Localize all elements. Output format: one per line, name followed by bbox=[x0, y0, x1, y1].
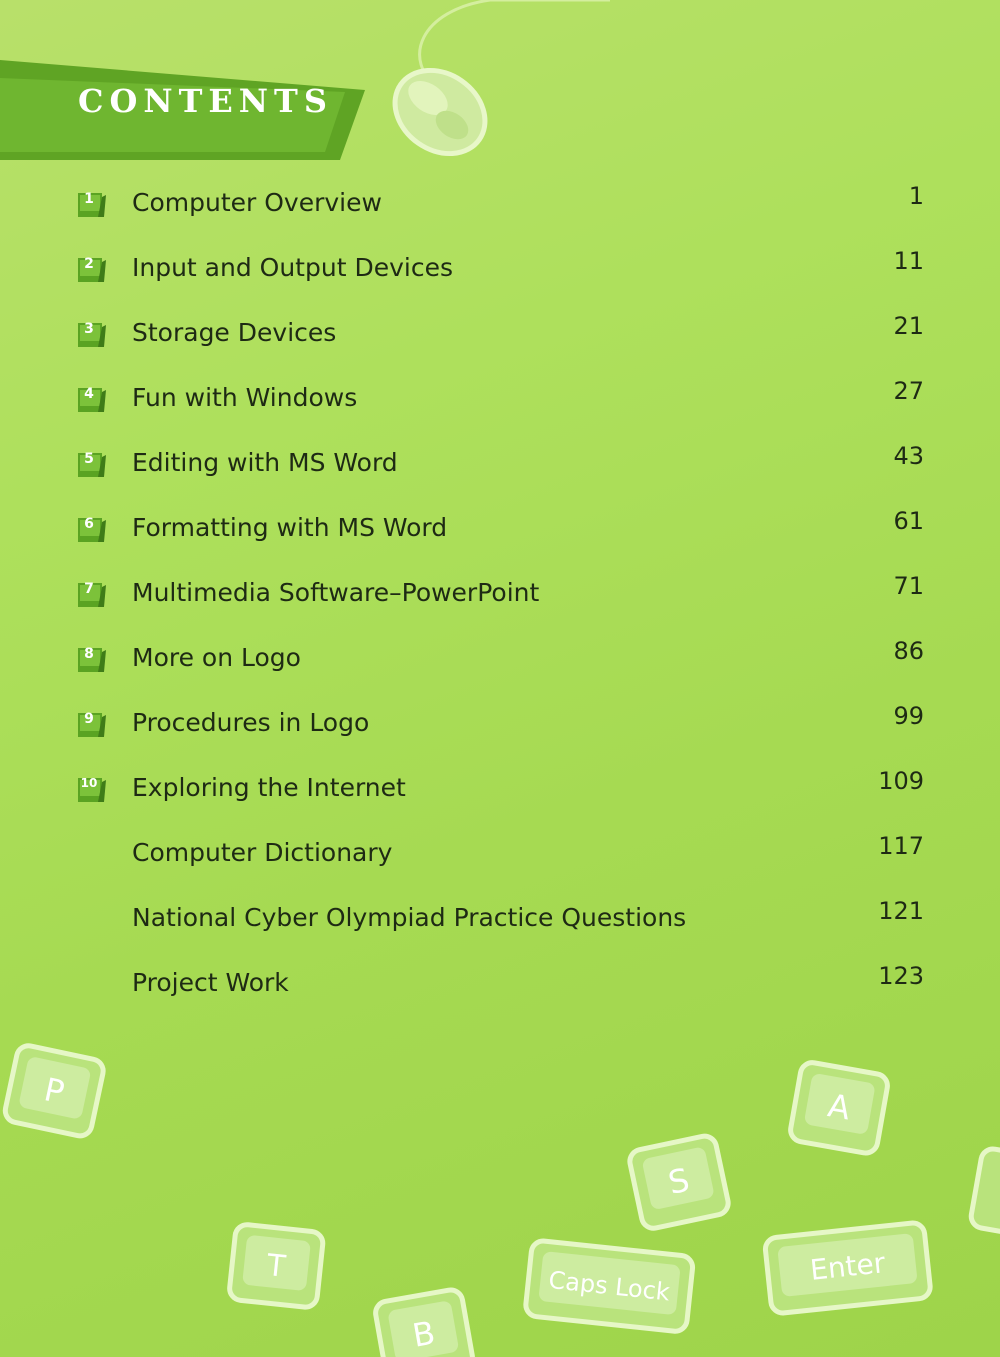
section-title: National Cyber Olympiad Practice Questions bbox=[132, 903, 687, 932]
toc-entry[interactable] bbox=[76, 897, 936, 943]
page-number: 109 bbox=[878, 767, 924, 795]
toc-entry[interactable] bbox=[76, 442, 936, 488]
page-number: 27 bbox=[893, 377, 924, 405]
page-number: 123 bbox=[878, 962, 924, 990]
key-t-label: T bbox=[265, 1248, 288, 1285]
chapter-title: More on Logo bbox=[132, 643, 301, 672]
key-p-icon bbox=[3, 1044, 105, 1139]
key-s-label: S bbox=[664, 1160, 693, 1202]
chapter-title: Formatting with MS Word bbox=[132, 513, 448, 542]
chapter-title: Input and Output Devices bbox=[132, 253, 453, 282]
page-number: 86 bbox=[893, 637, 924, 665]
chapter-title: Multimedia Software–PowerPoint bbox=[132, 578, 540, 607]
chapter-title: Fun with Windows bbox=[132, 383, 358, 412]
key-p-label: P bbox=[40, 1070, 68, 1112]
chapter-number: 3 bbox=[84, 321, 94, 337]
key-b-label: B bbox=[409, 1313, 438, 1355]
page-number: 121 bbox=[878, 897, 924, 925]
chapter-title: Exploring the Internet bbox=[132, 773, 406, 802]
toc-entry[interactable] bbox=[76, 832, 936, 878]
key-a-icon bbox=[789, 1061, 890, 1155]
page-number: 21 bbox=[893, 312, 924, 340]
page-number: 117 bbox=[878, 832, 924, 860]
toc-entry[interactable] bbox=[76, 182, 936, 228]
toc-entry[interactable] bbox=[76, 312, 936, 358]
section-title: Computer Dictionary bbox=[132, 838, 393, 867]
page-number: 61 bbox=[893, 507, 924, 535]
toc-entry[interactable] bbox=[76, 572, 936, 618]
toc-entry[interactable] bbox=[76, 767, 936, 813]
toc-entry[interactable] bbox=[76, 507, 936, 553]
page-number: 1 bbox=[908, 182, 924, 210]
key-partial-icon bbox=[969, 1147, 1000, 1236]
toc-entry[interactable] bbox=[76, 637, 936, 683]
chapter-number: 8 bbox=[84, 646, 94, 662]
key-caps-lock-icon bbox=[525, 1240, 694, 1333]
page-number: 43 bbox=[893, 442, 924, 470]
chapter-number: 10 bbox=[80, 776, 98, 790]
chapter-number: 7 bbox=[84, 581, 94, 597]
toc-entry[interactable] bbox=[76, 377, 936, 423]
chapter-title: Storage Devices bbox=[132, 318, 337, 347]
toc-entry[interactable] bbox=[76, 702, 936, 748]
chapter-number: 2 bbox=[84, 256, 94, 272]
page-number: 71 bbox=[893, 572, 924, 600]
key-a-label: A bbox=[825, 1086, 854, 1128]
page-title: CONTENTS bbox=[78, 82, 333, 120]
chapter-title: Procedures in Logo bbox=[132, 708, 370, 737]
keyboard-keys-illustration bbox=[0, 1040, 1000, 1357]
chapter-number: 9 bbox=[84, 711, 94, 727]
toc-entry[interactable] bbox=[76, 247, 936, 293]
key-s-icon bbox=[628, 1134, 731, 1231]
key-enter-label: Enter bbox=[808, 1246, 887, 1287]
chapter-title: Editing with MS Word bbox=[132, 448, 398, 477]
section-title: Project Work bbox=[132, 968, 289, 997]
toc-entry[interactable] bbox=[76, 962, 936, 1008]
chapter-number: 6 bbox=[84, 516, 94, 532]
chapter-number: 5 bbox=[84, 451, 94, 467]
key-caps-lock-label: Caps Lock bbox=[547, 1265, 672, 1307]
page-number: 99 bbox=[893, 702, 924, 730]
key-enter-icon bbox=[764, 1222, 931, 1314]
chapter-number: 1 bbox=[84, 191, 94, 207]
chapter-title: Computer Overview bbox=[132, 188, 382, 217]
key-t-icon bbox=[228, 1224, 323, 1309]
key-b-icon bbox=[374, 1288, 475, 1357]
page-number: 11 bbox=[893, 247, 924, 275]
chapter-number: 4 bbox=[84, 386, 94, 402]
